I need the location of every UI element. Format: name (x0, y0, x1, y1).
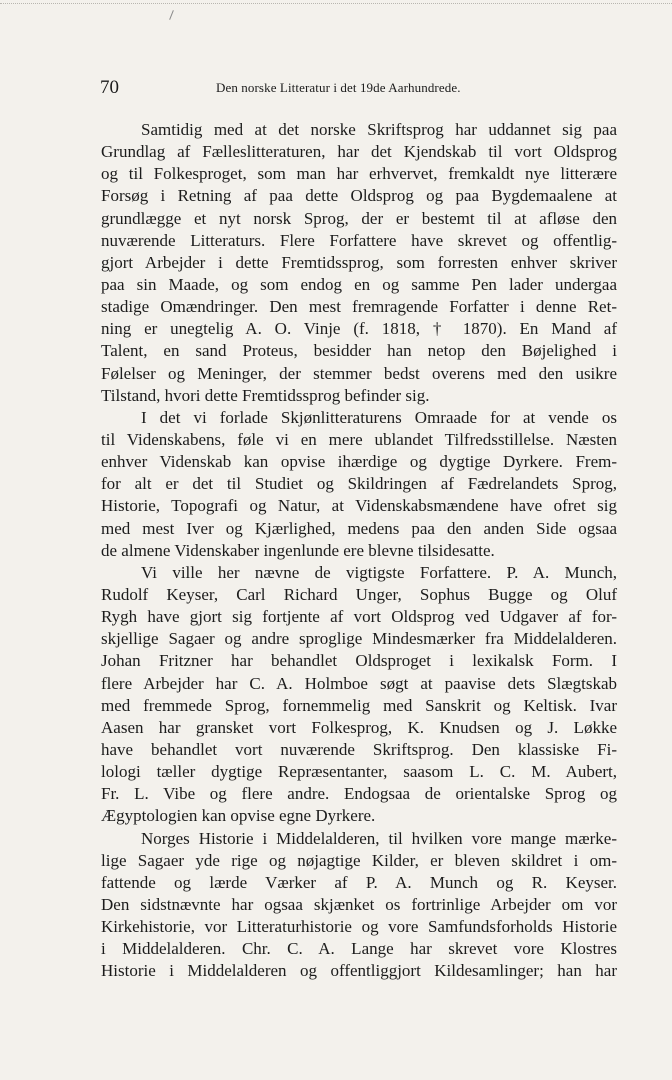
text-line: med mest Iver og Kjærlighed, medens paa den anden Side ogsaa (101, 518, 617, 538)
text-line: Ægyptologien kan opvise egne Dyrkere. (101, 806, 376, 826)
text-line: Historie, Topografi og Natur, at Videnskabsmændene have ofret sig (101, 496, 617, 516)
text-line: Fr. L. Vibe og flere andre. Endogsaa de orientalske Sprog og (101, 784, 617, 804)
text-line: Følelser og Meninger, der stemmer bedst overens med den usikre (101, 363, 617, 383)
text-line: ning er unegtelig A. O. Vinje (f. 1818, † 1870). En Mand af (101, 319, 617, 339)
text-line: stadige Omændringer. Den mest fremragende Forfatter i denne Ret- (101, 297, 617, 317)
text-line: Tilstand, hvori dette Fremtidssprog befinder sig. (101, 385, 430, 405)
paragraph (101, 828, 617, 983)
text-line: Den sidstnævnte har ogsaa skjænket os fortrinlige Arbejder om vor (101, 894, 617, 914)
text-line: Aasen har gransket vort Folkesprog, K. Knudsen og J. Løkke (101, 717, 617, 737)
text-line: Samtidig med at det norske Skriftsprog har uddannet sig paa (141, 120, 617, 139)
text-line: have behandlet vort nuværende Skriftsprog. Den klassiske Fi- (101, 739, 617, 759)
text-line: paa sin Maade, og som endog en og samme Pen lader undergaa (101, 274, 617, 294)
text-line: nuværende Litteraturs. Flere Forfattere have skrevet og offentlig- (101, 230, 617, 250)
scan-top-edge (0, 3, 672, 4)
text-line: lologi tæller dygtige Repræsentanter, saasom L. C. M. Aubert, (101, 762, 617, 782)
text-line: Forsøg i Retning af paa dette Oldsprog og paa Bygdemaalene at (101, 186, 617, 206)
page-number: 70 (100, 77, 119, 98)
text-line: lige Sagaer yde rige og nøjagtige Kilder, er bleven skildret i om- (101, 850, 617, 870)
text-line: med fremmede Sprog, fornemmelig med Sanskrit og Keltisk. Ivar (101, 695, 617, 715)
text-line: Rudolf Keyser, Carl Richard Unger, Sophus Bugge og Oluf (101, 584, 617, 604)
text-line: til Videnskabens, føle vi en mere ublandet Tilfredsstillelse. Næsten (101, 429, 617, 449)
text-line: Norges Historie i Middelalderen, til hvilken vore mange mærke- (141, 828, 617, 848)
pencil-mark (169, 10, 174, 20)
paragraph (101, 562, 617, 828)
text-line: Grundlag af Fælleslitteraturen, har det Kjendskab til vort Oldsprog (101, 142, 617, 162)
text-line: Johan Fritzner har behandlet Oldsproget i lexikalsk Form. I (101, 651, 617, 671)
text-line: Historie i Middelalderen og offentliggjort Kildesamlinger; han har (101, 961, 617, 981)
body-text (101, 119, 617, 982)
text-line: Rygh have gjort sig fortjente af vort Oldsprog ved Udgaver af for- (101, 607, 617, 627)
text-line: og til Folkesproget, som man har erhvervet, fremkaldt nye litterære (101, 164, 617, 184)
paragraph (101, 407, 617, 562)
text-line: I det vi forlade Skjønlitteraturens Omraade for at vende os (141, 407, 617, 427)
paragraph (101, 119, 617, 407)
text-line: de almene Videnskaber ingenlunde ere blevne tilsidesatte. (101, 540, 495, 560)
text-line: for alt er det til Studiet og Skildringen af Fædrelandets Sprog, (101, 474, 617, 494)
text-line: fattende og lærde Værker af P. A. Munch og R. Keyser. (101, 872, 617, 892)
text-line: Talent, en sand Proteus, besidder han netop den Bøjelighed i (101, 341, 617, 361)
text-line: skjellige Sagaer og andre sproglige Mindesmærker fra Middelalderen. (101, 629, 617, 649)
text-line: flere Arbejder har C. A. Holmboe søgt at paavise dets Slægtskab (101, 673, 617, 693)
text-line: Vi ville her nævne de vigtigste Forfattere. P. A. Munch, (141, 562, 617, 582)
text-line: grundlægge et nyt norsk Sprog, der er bestemt til at afløse den (101, 208, 617, 228)
text-line: enhver Videnskab kan opvise ihærdige og dygtige Dyrkere. Frem- (101, 452, 617, 472)
page-header (100, 76, 620, 100)
text-line: gjort Arbejder i dette Fremtidssprog, som forresten enhver skriver (101, 252, 617, 272)
running-title: Den norske Litteratur i det 19de Aarhundrede. (216, 80, 461, 95)
text-line: Kirkehistorie, vor Litteraturhistorie og vore Samfundsforholds Historie (101, 917, 617, 937)
text-line: i Middelalderen. Chr. C. A. Lange har skrevet vore Klostres (101, 939, 617, 959)
